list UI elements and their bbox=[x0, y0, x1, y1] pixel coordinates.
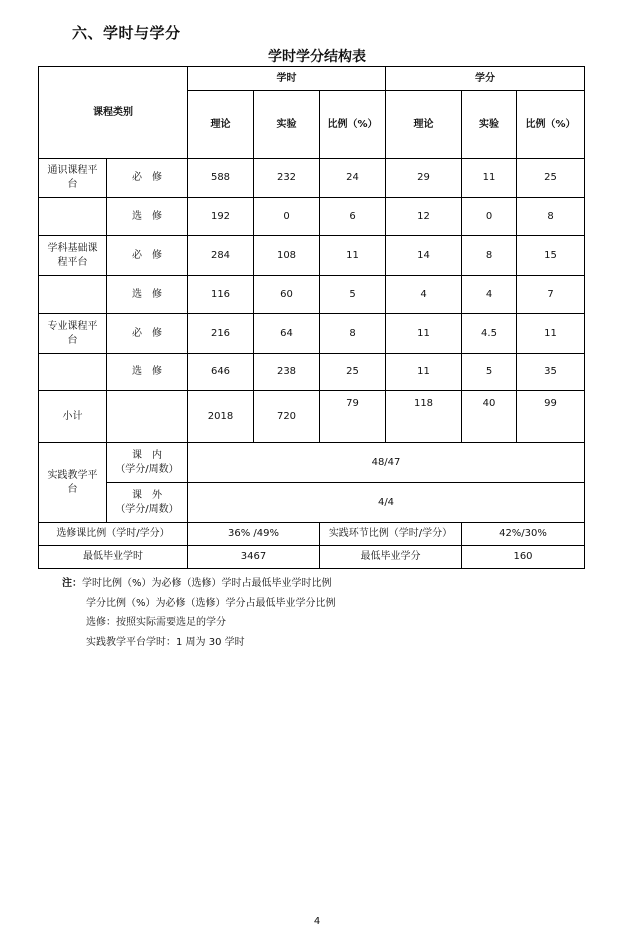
note-line-2: 学分比例（%）为必修（选修）学分占最低毕业学分比例 bbox=[86, 597, 336, 609]
ratio-row bbox=[39, 523, 585, 546]
credits-experiment: 0 bbox=[462, 198, 517, 236]
hours-group-header: 学时 bbox=[188, 67, 386, 91]
credits-experiment: 4.5 bbox=[462, 314, 517, 354]
hours-experiment: 238 bbox=[254, 354, 320, 391]
practice-inner-cell bbox=[107, 443, 188, 483]
hours-theory: 192 bbox=[188, 198, 254, 236]
platform-label-empty bbox=[39, 276, 107, 314]
course-type: 必 修 bbox=[107, 236, 188, 276]
table-row bbox=[39, 314, 585, 354]
hours-theory: 2018 bbox=[188, 391, 254, 443]
credits-experiment-header: 实验 bbox=[462, 91, 517, 159]
table-row bbox=[39, 236, 585, 276]
credits-theory: 4 bbox=[386, 276, 462, 314]
credits-theory: 11 bbox=[386, 314, 462, 354]
table-row bbox=[39, 159, 585, 198]
credits-experiment: 4 bbox=[462, 276, 517, 314]
platform-label: 学科基础课程平台 bbox=[39, 236, 107, 276]
hours-theory: 116 bbox=[188, 276, 254, 314]
hours-theory-header: 理论 bbox=[188, 91, 254, 159]
hours-ratio: 79 bbox=[320, 391, 386, 443]
note-line-1: 学时比例（%）为必修（选修）学时占最低毕业学时比例 bbox=[82, 578, 332, 589]
minimum-row bbox=[39, 546, 585, 569]
platform-label-empty bbox=[39, 198, 107, 236]
hours-theory: 216 bbox=[188, 314, 254, 354]
notes-prefix: 注： bbox=[62, 578, 82, 589]
table-row bbox=[39, 354, 585, 391]
credits-theory: 14 bbox=[386, 236, 462, 276]
practice-unit: （学分/周数） bbox=[115, 503, 179, 515]
min-hours-label: 最低毕业学时 bbox=[39, 546, 188, 569]
credits-experiment: 8 bbox=[462, 236, 517, 276]
credits-ratio: 7 bbox=[517, 276, 585, 314]
course-type: 必 修 bbox=[107, 159, 188, 198]
practice-platform-label: 实践教学平台 bbox=[39, 443, 107, 523]
practice-outer-label: 课 外 bbox=[132, 489, 162, 501]
hours-experiment: 108 bbox=[254, 236, 320, 276]
hours-ratio: 6 bbox=[320, 198, 386, 236]
practice-ratio-value: 42%/30% bbox=[462, 523, 585, 546]
hours-experiment: 0 bbox=[254, 198, 320, 236]
subtotal-label: 小计 bbox=[39, 391, 107, 443]
practice-ratio-label: 实践环节比例（学时/学分） bbox=[320, 523, 462, 546]
hours-experiment: 232 bbox=[254, 159, 320, 198]
hours-ratio: 5 bbox=[320, 276, 386, 314]
min-hours-value: 3467 bbox=[188, 546, 320, 569]
category-header: 课程类别 bbox=[39, 67, 188, 159]
hours-theory: 284 bbox=[188, 236, 254, 276]
table-title: 学时学分结构表 bbox=[268, 49, 366, 65]
subtotal-row bbox=[39, 391, 585, 443]
note-line-4: 实践教学平台学时：1 周为 30 学时 bbox=[86, 636, 245, 648]
hours-ratio: 25 bbox=[320, 354, 386, 391]
platform-label-empty bbox=[39, 354, 107, 391]
hours-experiment-header: 实验 bbox=[254, 91, 320, 159]
credits-experiment: 40 bbox=[462, 391, 517, 443]
credits-ratio: 8 bbox=[517, 198, 585, 236]
practice-row-inner bbox=[39, 443, 585, 483]
credits-group-header: 学分 bbox=[386, 67, 585, 91]
hours-experiment: 64 bbox=[254, 314, 320, 354]
practice-row-outer bbox=[39, 483, 585, 523]
section-title: 六、学时与学分 bbox=[72, 24, 181, 42]
credit-structure-table bbox=[38, 66, 585, 569]
hours-theory: 646 bbox=[188, 354, 254, 391]
course-type: 必 修 bbox=[107, 314, 188, 354]
platform-label: 专业课程平台 bbox=[39, 314, 107, 354]
credits-ratio: 35 bbox=[517, 354, 585, 391]
credits-ratio: 15 bbox=[517, 236, 585, 276]
platform-label: 通识课程平台 bbox=[39, 159, 107, 198]
hours-ratio: 11 bbox=[320, 236, 386, 276]
credits-theory-header: 理论 bbox=[386, 91, 462, 159]
hours-experiment: 720 bbox=[254, 391, 320, 443]
credits-theory: 11 bbox=[386, 354, 462, 391]
table-row bbox=[39, 198, 585, 236]
subtotal-empty bbox=[107, 391, 188, 443]
hours-ratio: 8 bbox=[320, 314, 386, 354]
course-type: 选 修 bbox=[107, 198, 188, 236]
table-row bbox=[39, 276, 585, 314]
credits-theory: 29 bbox=[386, 159, 462, 198]
hours-ratio-header: 比例（%） bbox=[320, 91, 386, 159]
note-line-3: 选修：按照实际需要选足的学分 bbox=[86, 617, 226, 628]
credits-experiment: 11 bbox=[462, 159, 517, 198]
min-credits-value: 160 bbox=[462, 546, 585, 569]
credits-experiment: 5 bbox=[462, 354, 517, 391]
hours-ratio: 24 bbox=[320, 159, 386, 198]
elective-ratio-value: 36% /49% bbox=[188, 523, 320, 546]
credits-ratio: 25 bbox=[517, 159, 585, 198]
practice-inner-value: 48/47 bbox=[188, 443, 585, 483]
notes bbox=[62, 574, 336, 652]
credits-theory: 118 bbox=[386, 391, 462, 443]
credits-ratio-header: 比例（%） bbox=[517, 91, 585, 159]
practice-inner-label: 课 内 bbox=[132, 449, 162, 461]
course-type: 选 修 bbox=[107, 354, 188, 391]
practice-unit: （学分/周数） bbox=[115, 463, 179, 475]
credits-ratio: 11 bbox=[517, 314, 585, 354]
credits-theory: 12 bbox=[386, 198, 462, 236]
practice-outer-value: 4/4 bbox=[188, 483, 585, 523]
hours-experiment: 60 bbox=[254, 276, 320, 314]
page-number: 4 bbox=[313, 916, 321, 927]
hours-theory: 588 bbox=[188, 159, 254, 198]
min-credits-label: 最低毕业学分 bbox=[320, 546, 462, 569]
course-type: 选 修 bbox=[107, 276, 188, 314]
practice-outer-cell bbox=[107, 483, 188, 523]
elective-ratio-label: 选修课比例（学时/学分） bbox=[39, 523, 188, 546]
credits-ratio: 99 bbox=[517, 391, 585, 443]
